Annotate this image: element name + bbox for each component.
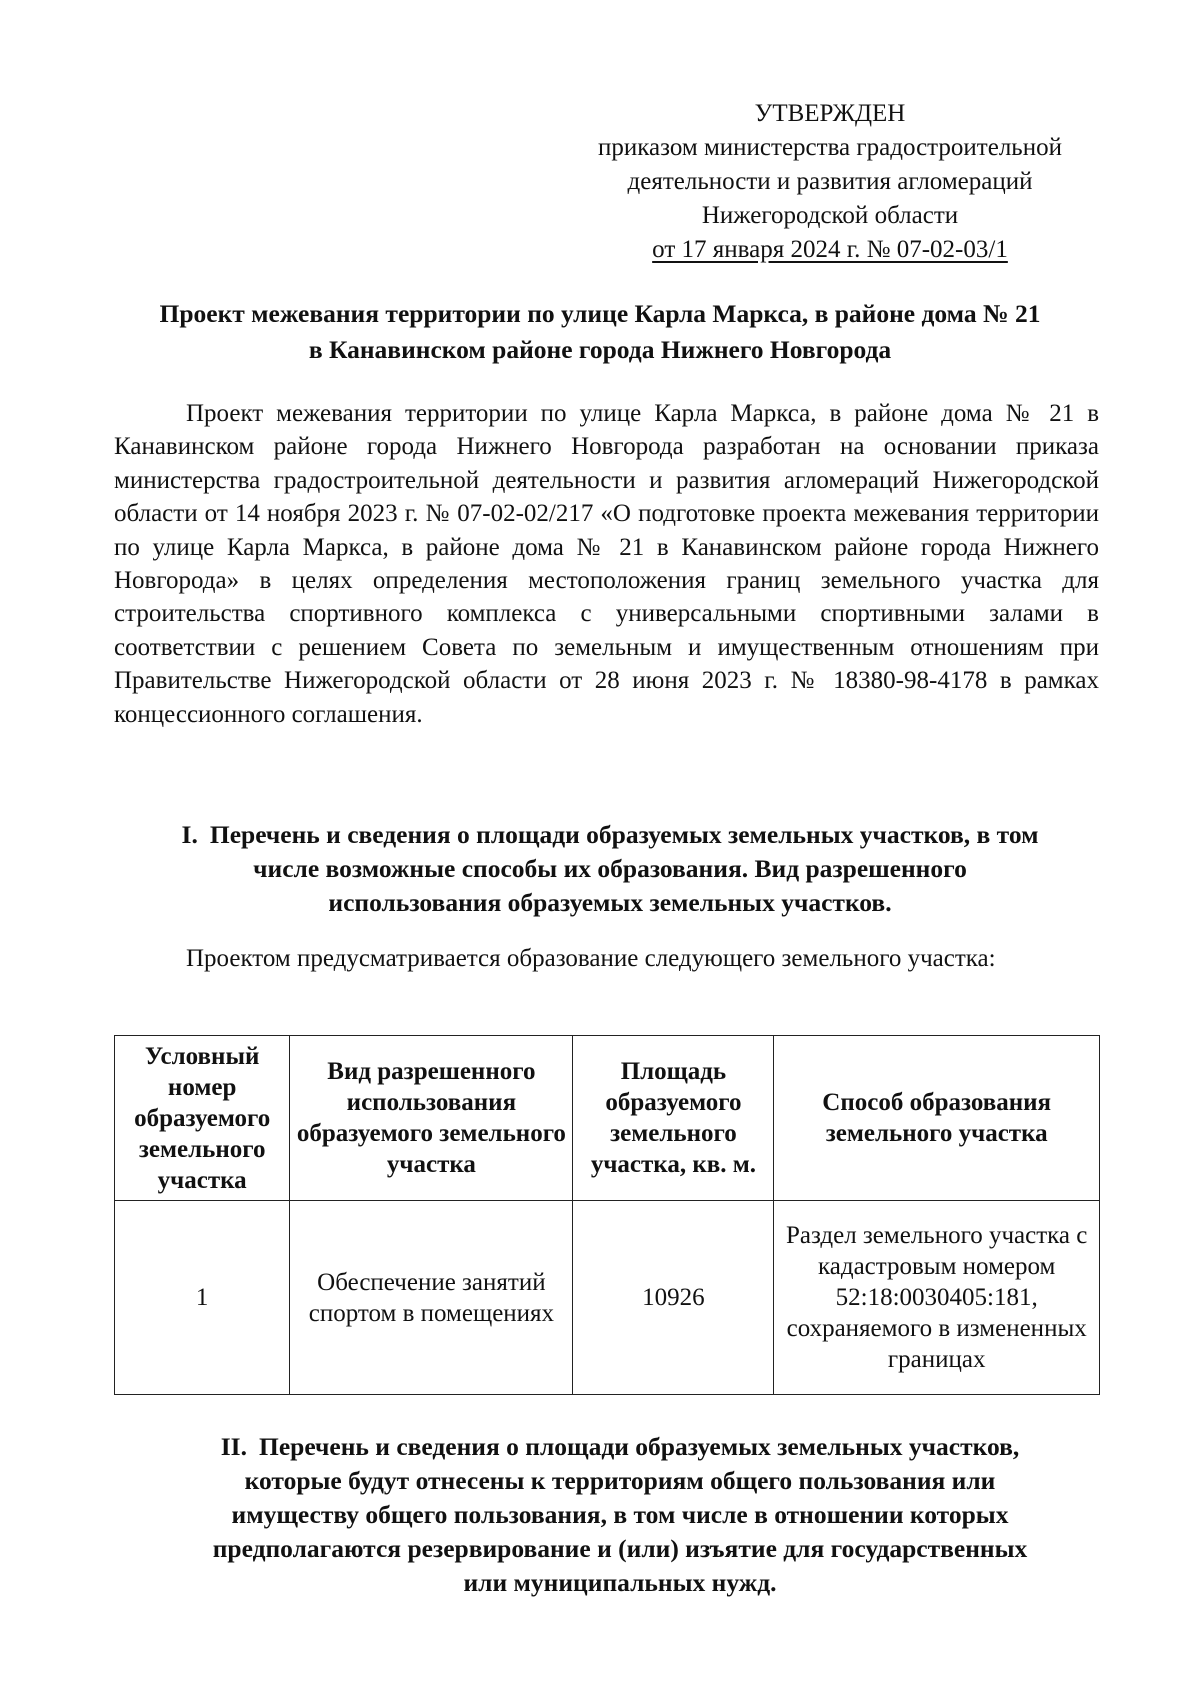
header-cell-number: Условный номер образуемого земельного участка <box>115 1036 290 1201</box>
section-text: имуществу общего пользования, в том числе в отношении которых <box>231 1500 1009 1529</box>
approval-line: приказом министерства градостроительной <box>598 134 1062 161</box>
approval-date: от 17 января 2024 г. № 07-02-03/1 <box>652 236 1008 263</box>
section-text: Перечень и сведения о площади образуемых земельных участков, <box>258 1432 1020 1461</box>
section-text: или муниципальных нужд. <box>463 1568 777 1597</box>
approval-line: деятельности и развития агломераций <box>627 168 1033 195</box>
section-2-heading <box>130 1430 1110 1600</box>
lead-paragraph: Проектом предусматривается образование следующего земельного участка: <box>186 945 996 972</box>
cell-area: 10926 <box>573 1201 774 1395</box>
land-plots-table <box>114 1035 1100 1395</box>
section-1-heading <box>120 818 1100 920</box>
cell-number: 1 <box>115 1201 290 1395</box>
document-title <box>100 296 1100 368</box>
intro-paragraph: Проект межевания территории по улице Карла Маркса, в районе дома № 21 в Канавинском районе города Нижнего Новгорода разработан на основании приказа министерства градостроительной деятельности и развития агломераций Нижегородской области от 14 ноября 2023 г. № 07-02-02/217 «О подготовке проекта межевания территории по улице Карла Маркса, в районе дома № 21 в Канавинском районе города Нижнего Новгорода» в целях определения местоположения границ земельного участка для строительства спортивного комплекса с универсальными спортивными залами в соответствии с решением Совета по земельным и имущественным отношениям при Правительстве Нижегородской области от 28 июня 2023 г. № 18380-98-4178 в рамках концессионного соглашения. <box>114 400 1099 728</box>
cell-use: Обеспечение занятий спортом в помещениях <box>290 1201 573 1395</box>
section-number: I. <box>181 820 198 849</box>
header-cell-method: Способ образования земельного участка <box>774 1036 1100 1201</box>
title-line: в Канавинском районе города Нижнего Новгорода <box>308 335 892 364</box>
section-text: предполагаются резервирование и (или) изъятие для государственных <box>212 1534 1028 1563</box>
section-text: числе возможные способы их образования. Вид разрешенного <box>253 854 967 883</box>
section-text: использования образуемых земельных участков. <box>328 888 892 917</box>
cell-method: Раздел земельного участка с кадастровым номером 52:18:0030405:181, сохраняемого в измененных границах <box>774 1201 1100 1395</box>
section-number: II. <box>220 1432 247 1461</box>
section-text: Перечень и сведения о площади образуемых земельных участков, в том <box>209 820 1039 849</box>
approval-heading: УТВЕРЖДЕН <box>754 100 906 127</box>
header-cell-area: Площадь образуемого земельного участка, кв. м. <box>573 1036 774 1201</box>
table-row <box>115 1201 1100 1395</box>
table-header-row <box>115 1036 1100 1201</box>
title-line: Проект межевания территории по улице Карла Маркса, в районе дома № 21 <box>159 299 1041 328</box>
approval-stamp <box>560 97 1100 267</box>
header-cell-use: Вид разрешенного использования образуемого земельного участка <box>290 1036 573 1201</box>
section-text: которые будут отнесены к территориям общего пользования или <box>244 1466 996 1495</box>
approval-line: Нижегородской области <box>701 202 959 229</box>
